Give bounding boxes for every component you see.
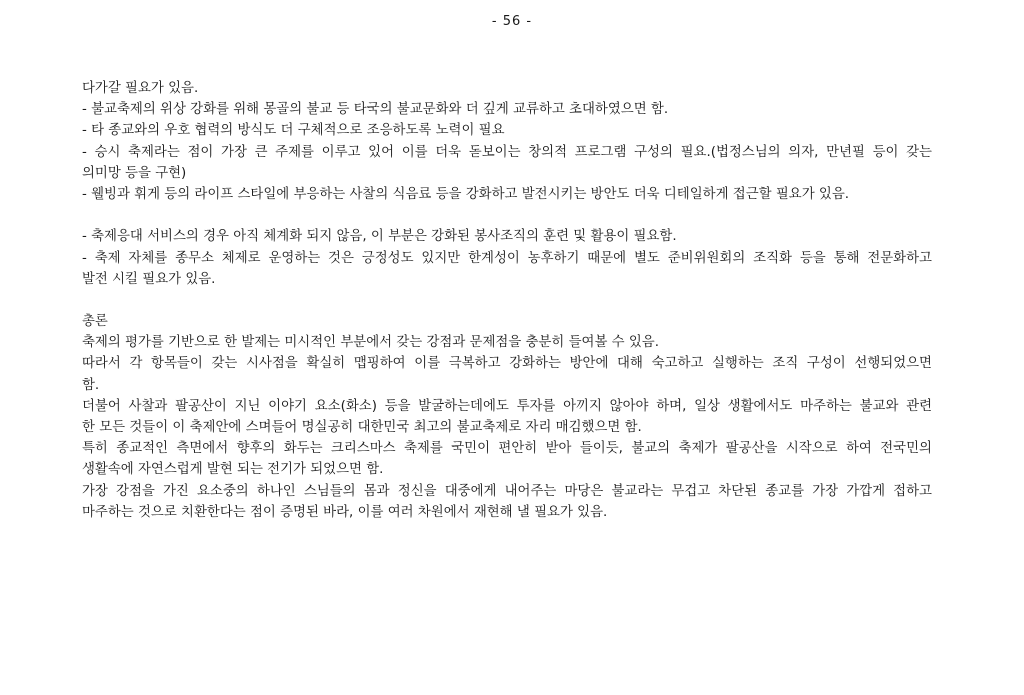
blank-line [82,205,932,226]
text-line: 한 모든 것들이 이 축제안에 스며들어 명실공히 대한민국 최고의 불교축제로 자리 매김했으면 함. [82,420,642,435]
text-line: - 불교축제의 위상 강화를 위해 몽골의 불교 등 타국의 불교문화와 더 깊게 교류하고 초대하였으면 함. [82,102,669,118]
text-line: 마주하는 것으로 치환한다는 점이 증명된 바라, 이를 여러 차원에서 재현해 낼 필요가 있음. [82,504,608,520]
text-line: 발전 시킬 필요가 있음. [82,271,216,287]
text-line: - 웰빙과 휘게 등의 라이프 스타일에 부응하는 사찰의 식음료 등을 강화하고 발전시키는 방안도 더욱 디테일하게 접근할 필요가 있음. [82,186,850,202]
page-number: - 56 - [491,14,533,29]
text-line: 따라서 각 항목들이 갖는 시사점을 확실히 맵핑하여 이를 극복하고 강화하는 방안에 대해 숙고하고 실행하는 조직 구성이 선행되었으면 [82,356,932,372]
text-line: - 타 종교와의 우호 협력의 방식도 더 구체적으로 조응하도록 노력이 필요 [82,123,505,139]
text-line: 더불어 사찰과 팔공산이 지닌 이야기 요소(화소) 등을 발굴하는데에도 투자를 아끼지 않아야 하며, 일상 생활에서도 마주하는 불교와 관련 [82,398,932,414]
text-line: 함. [82,377,100,393]
blank-line [82,290,932,311]
section-heading: 총론 [82,314,108,330]
text-line: 가장 강점을 가진 요소중의 하나인 스님들의 몸과 정신을 대중에게 내어주는 마당은 불교라는 무겁고 차단된 종교를 가장 가깝게 접하고 [82,483,932,499]
text-line: - 축제응대 서비스의 경우 아직 체계화 되지 않음, 이 부분은 강화된 봉사조직의 훈련 및 활용이 필요함. [82,229,677,245]
text-line: 다가갈 필요가 있음. [82,81,199,96]
text-line: 의미망 등을 구현) [82,165,187,181]
text-line: 특히 종교적인 측면에서 향후의 화두는 크리스마스 축제를 국민이 편안히 받아 들이듯, 불교의 축제가 팔공산을 시작으로 하여 전국민의 [82,441,932,457]
document-body [82,78,932,523]
text-line: - 축제 자체를 종무소 체제로 운영하는 것은 긍정성도 있지만 한계성이 농후하기 때문에 별도 준비위원회의 조직화 등을 통해 전문화하고 [82,250,932,266]
text-line: 생활속에 자연스럽게 발현 되는 전기가 되었으면 함. [82,462,384,478]
text-line: 축제의 평가를 기반으로 한 발제는 미시적인 부분에서 갖는 강점과 문제점을 충분히 들여볼 수 있음. [82,335,660,351]
text-line: - 승시 축제라는 점이 가장 큰 주제를 이루고 있어 이를 더욱 돋보이는 창의적 프로그램 구성의 필요.(법정스님의 의자, 만년필 등이 갖는 [82,144,932,160]
